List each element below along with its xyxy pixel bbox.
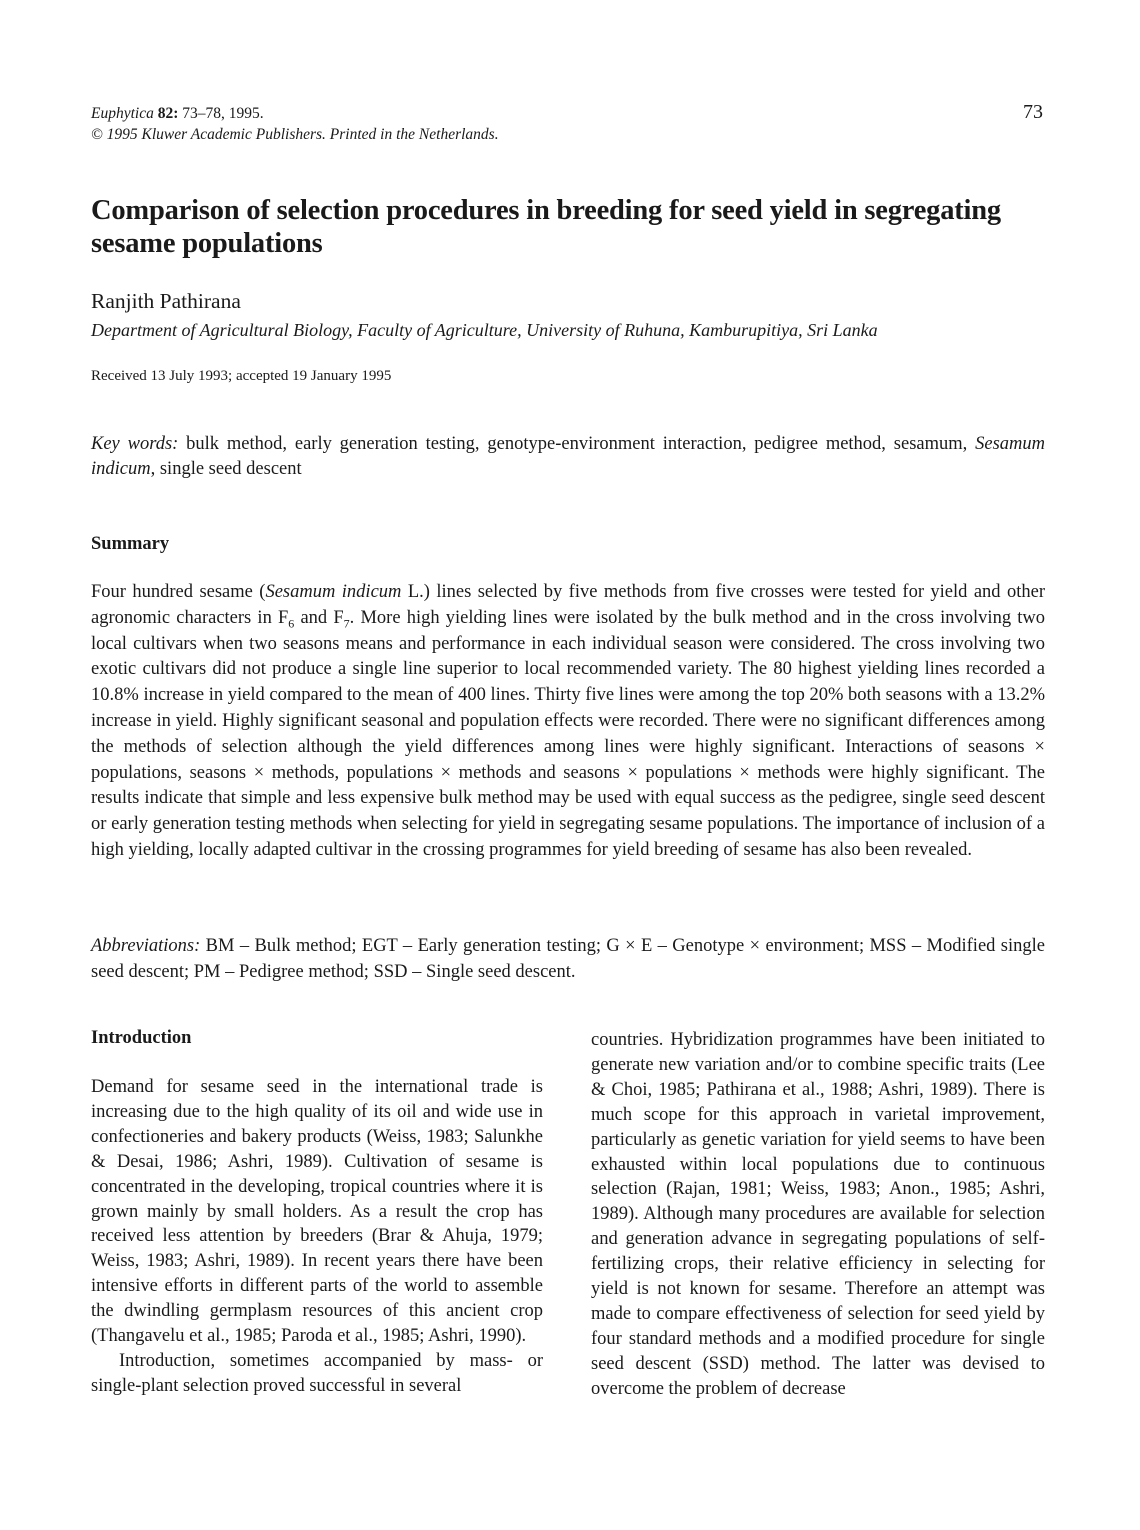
keywords-species: Sesamum indicum — [91, 434, 1045, 479]
summary-text — [91, 580, 1045, 864]
keywords-label: Key words: — [91, 434, 179, 454]
summary-part1: Four hundred sesame ( — [91, 582, 266, 602]
left-column — [91, 1028, 543, 1399]
subscript-7: 7 — [343, 616, 350, 631]
journal-pages: 73–78, 1995. — [178, 105, 264, 122]
summary-part4: . More high yielding lines were isolated by the bulk method and in the cross involving two local cultivars when two seasons means and performance in each individual season were considered. The cross involving two exotic cultivars did not produce a single line superior to local recommended variety. The 80 highest yielding lines recorded a 10.8% increase in yield compared to the mean of 400 lines. Thirty five lines were among the top 20% both seasons with a 13.2% increase in yield. Highly significant seasonal and population effects were recorded. There were no significant differences among the methods of selection although the yield differences among lines were highly significant. Interactions of seasons × populations, seasons × methods, populations × methods and seasons × populations × methods were highly significant. The results indicate that simple and less expensive bulk method may be used with equal success as the pedigree, single seed descent or early generation testing methods when selecting for yield in segregating sesame populations. The importance of inclusion of a high yielding, locally adapted cultivar in the crossing programmes for yield breeding of sesame has also been revealed. — [91, 607, 1045, 860]
citation-line — [91, 103, 499, 124]
keywords-text: bulk method, early generation testing, genotype-environment interaction, pedigree method, sesamum, — [178, 434, 976, 454]
page-number: 73 — [1023, 101, 1043, 123]
abbreviations — [91, 934, 1045, 986]
keywords-tail: , single seed descent — [150, 459, 302, 479]
copyright-line: © 1995 Kluwer Academic Publishers. Printed in the Netherlands. — [91, 126, 499, 143]
summary-species: Sesamum indicum — [265, 582, 402, 602]
subscript-6: 6 — [288, 616, 295, 631]
intro-paragraph-3: countries. Hybridization programmes have been initiated to generate new variation and/or to combine specific traits (Lee & Choi, 1985; Pathirana et al., 1988; Ashri, 1989). There is much scope for this approach in varietal improvement, particularly as genetic variation for yield seems to have been exhausted within local populations due to continuous selection (Rajan, 1981; Weiss, 1983; Anon., 1985; Ashri, 1989). Although many procedures are available for selection and generation advance in segregating populations of self-fertilizing crops, their relative efficiency in selecting for yield is not known for sesame. Therefore an attempt was made to compare effectiveness of selection for seed yield by four standard methods and a modified procedure for single seed descent (SSD) method. The latter was devised to overcome the problem of decrease — [591, 1030, 1045, 1399]
summary-heading: Summary — [91, 534, 170, 554]
author-affiliation: Department of Agricultural Biology, Faculty of Agriculture, University of Ruhuna, Kamburupitiya, Sri Lanka — [91, 320, 878, 340]
author-name: Ranjith Pathirana — [91, 289, 241, 313]
paper-title: Comparison of selection procedures in breeding for seed yield in segregating sesame populations — [91, 195, 1001, 259]
summary-part2: L.) lines selected by five methods from five crosses were tested for yield and other agronomic characters in F — [91, 582, 1046, 628]
intro-paragraph-1: Demand for sesame seed in the international trade is increasing due to the high quality of its oil and wide use in confectioneries and bakery products (Weiss, 1983; Salunkhe & Desai, 1986; Ashri, 1989). Cultivation of sesame is concentrated in the developing, tropical countries where it is grown mainly by small holders. As a result the crop has received less attention by breeders (Brar & Ahuja, 1979; Weiss, 1983; Ashri, 1989). In recent years there have been intensive efforts in different parts of the world to assemble the dwindling germplasm resources of this ancient crop (Thangavelu et al., 1985; Paroda et al., 1985; Ashri, 1990). — [91, 1077, 543, 1347]
abbreviations-text: BM – Bulk method; EGT – Early generation testing; G × E – Genotype × environment; MSS – Modified single seed descent; PM – Pedigree method; SSD – Single seed descent. — [91, 936, 1045, 982]
summary-part3: and F — [294, 607, 344, 628]
intro-paragraph-2: Introduction, sometimes accompanied by mass- or single-plant selection proved successful in several — [91, 1350, 543, 1396]
paper-page — [91, 0, 1045, 1530]
right-column — [591, 1028, 1045, 1402]
introduction-heading: Introduction — [91, 1028, 192, 1048]
abbreviations-label: Abbreviations: — [91, 936, 201, 956]
received-dates: Received 13 July 1993; accepted 19 January 1995 — [91, 368, 392, 384]
journal-header — [91, 103, 499, 145]
journal-name: Euphytica — [91, 105, 154, 122]
keywords — [91, 432, 1045, 482]
journal-volume: 82: — [157, 105, 179, 122]
